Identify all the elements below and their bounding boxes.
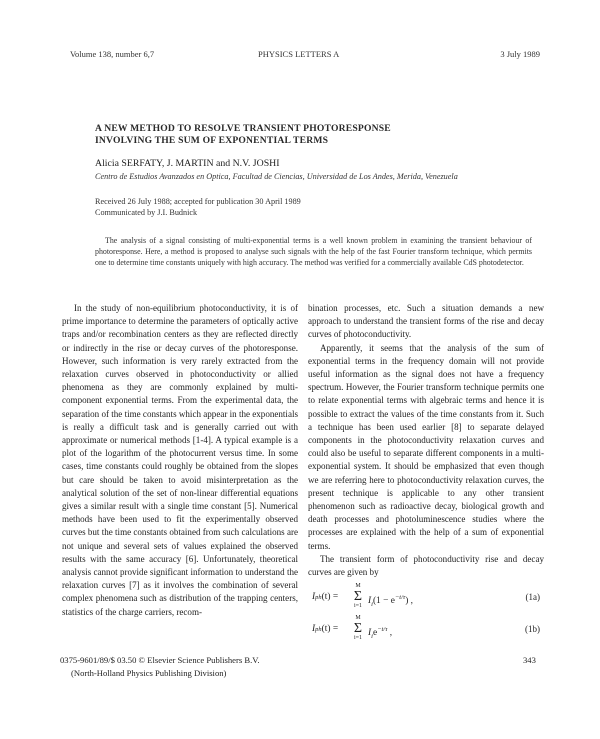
- copyright-notice: 0375-9601/89/$ 03.50 © Elsevier Science Publishers B.V.: [60, 655, 260, 665]
- equation-rhs: $I_i(1 - e^{-t/\tau})$ ,: [368, 594, 414, 609]
- equation-1b: [308, 615, 544, 645]
- body-paragraph: The transient form of photoconductivity rise and decay curves are given by: [308, 553, 544, 578]
- volume-label: Volume 138, number 6,7: [70, 49, 155, 59]
- abstract: The analysis of a signal consisting of multi-exponential terms is a well known problem in examining the transient behaviour of photoresponse. Here, a method is proposed to analyse such signals with the help of the fast Fourier transform technique, which permits one to determine time constants uniquely with high accuracy. The method was verified for a commercially available CdS photodetector.: [95, 236, 532, 267]
- body-paragraph: bination processes, etc. Such a situation demands a new approach to understand the transient forms of the rise and decay curves of photoconductivity.: [308, 303, 544, 340]
- received-date: Received 26 July 1988; accepted for publication 30 April 1989: [95, 197, 301, 206]
- title-line-1: A NEW METHOD TO RESOLVE TRANSIENT PHOTORESPONSE: [95, 123, 391, 134]
- right-column: [308, 302, 544, 645]
- authors: Alicia SERFATY, J. MARTIN and N.V. JOSHI: [95, 158, 280, 169]
- publication-dates: [95, 196, 301, 218]
- issue-date: 3 July 1989: [500, 49, 540, 59]
- body-paragraph: In the study of non-equilibrium photoconductivity, it is of prime importance to determine the parameters of optically active traps and/or recombination centers as they are reflected directly or indirectly in the rise or decay curves of the photoresponse. However, such information is very rarely extracted from the relaxation curves observed in photoconductivity or allied phenomena as they are commonly explained by multi-component exponential terms. From the experimental data, the separation of the time constants which appear in the exponentials is really a difficult task and is generally carried out with approximate or numerical methods [1-4]. A typical example is a plot of the logarithm of the photocurrent versus time. In some cases, time constants could roughly be obtained from the slopes but care should be taken to avoid misinterpretation as the analytical solution of the set of non-linear differential equations gives a similar result with a single time constant [5]. Numerical methods have been used to fit the experimentally observed curves but the time constants obtained from such calculations are not unique and several sets of values explained the observed results with the same accuracy [6]. Unfortunately, theoretical analysis cannot provide significant information to understand the relaxation curves [7] as it involves the combination of several complex phenomena such as distribution of the trapping centers, statistics of the charge carriers, recom-: [62, 303, 298, 617]
- title-line-2: INVOLVING THE SUM OF EXPONENTIAL TERMS: [95, 135, 329, 146]
- equation-lhs: Iph(t) =: [312, 592, 339, 603]
- page-number: 343: [523, 655, 536, 665]
- equation-number: (1a): [525, 592, 540, 603]
- communicated-by: Communicated by J.I. Budnick: [95, 208, 198, 217]
- affiliation: Centro de Estudios Avanzados en Optica, Facultad de Ciencias, Universidad de Los Andes, Merida, Venezuela: [95, 172, 458, 181]
- body-paragraph: Apparently, it seems that the analysis of the sum of exponential terms in the frequency domain will not provide useful information as the signal does not have a frequency spectrum. However, the Fourier transform technique permits one to relate exponential terms with algebraic terms and hence it is possible to extract the values of the time constants from it. Such a technique has been used earlier [8] to separate delayed components in the photoconductivity relaxation curves and could also be useful to separate different components in a multi-exponential system. It should be emphasized that even though we are referring here to photoconductivity relaxation curves, the present technique is applicable to any other transient phenomenon such as radioactive decay, biological growth and death processes and photoluminescence studies where the processes are explained with the help of a sum of exponential terms.: [308, 342, 544, 551]
- summation-sign: M Σ i=1: [353, 583, 363, 610]
- equation-lhs: Iph(t) =: [312, 624, 339, 635]
- left-column: [62, 302, 298, 619]
- equation-1a: [308, 583, 544, 613]
- journal-name: PHYSICS LETTERS A: [258, 49, 340, 59]
- publisher-division: (North-Holland Physics Publishing Division): [71, 668, 227, 678]
- article-title: [95, 123, 515, 147]
- summation-sign: M Σ i=1: [353, 615, 363, 642]
- equation-rhs: $I_ie^{-t/\tau}$ ,: [368, 626, 393, 641]
- equation-number: (1b): [525, 624, 540, 635]
